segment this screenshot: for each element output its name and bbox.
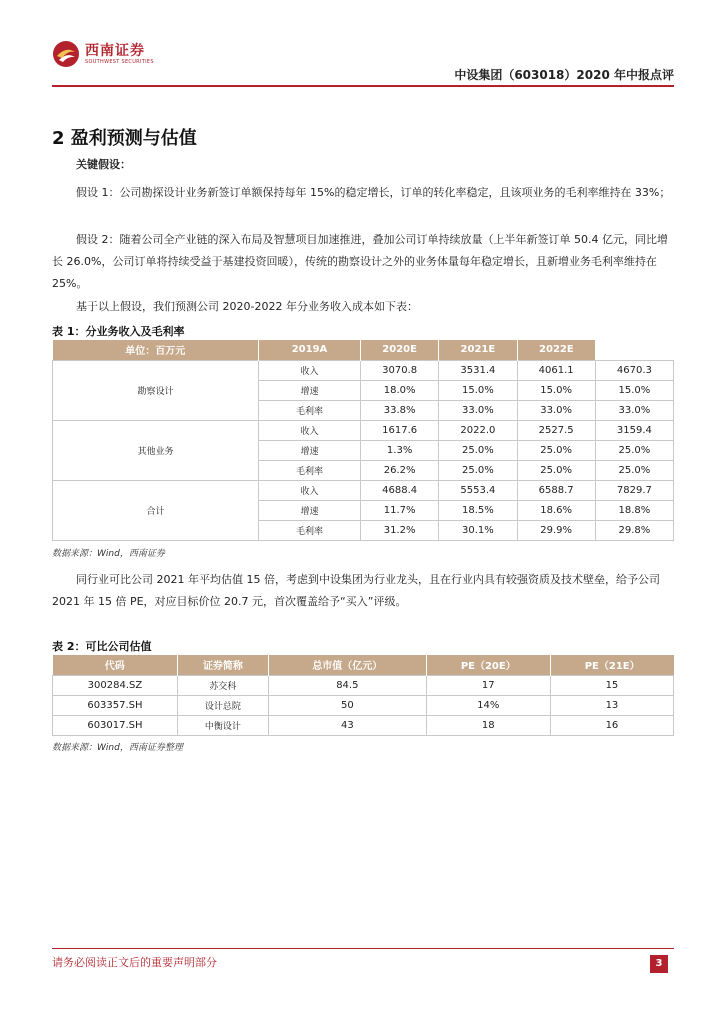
table-cell: 29.8% [595,520,673,540]
metric-name: 毛利率 [259,520,361,540]
table-cell: 设计总院 [177,695,268,715]
table-cell: 33.0% [517,400,595,420]
logo-emblem-icon [52,40,80,68]
table-cell: 25.0% [595,440,673,460]
table-cell: 15.0% [517,380,595,400]
segment-name: 勘察设计 [53,360,259,420]
header-divider [52,85,674,87]
table-cell: 6588.7 [517,480,595,500]
table-cell: 26.2% [361,460,439,480]
table-cell: 33.0% [439,400,517,420]
column-header: PE（21E） [550,655,673,675]
table-cell: 31.2% [361,520,439,540]
brand-logo [52,40,154,68]
table-cell: 3070.8 [361,360,439,380]
metric-name: 增速 [259,440,361,460]
table-cell: 17 [426,675,550,695]
column-header: PE（20E） [426,655,550,675]
table-cell: 11.7% [361,500,439,520]
table-cell: 5553.4 [439,480,517,500]
table-cell: 30.1% [439,520,517,540]
footer-divider [52,948,674,949]
forecast-intro: 基于以上假设，我们预测公司 2020-2022 年分业务收入成本如下表： [76,300,418,313]
table-cell: 18.8% [595,500,673,520]
metric-name: 收入 [259,420,361,440]
column-header: 2021E [439,340,517,360]
table-row [53,420,674,440]
table-cell: 603017.SH [53,715,178,735]
column-header: 单位：百万元 [53,340,259,360]
table-cell: 25.0% [517,460,595,480]
metric-name: 增速 [259,500,361,520]
segment-name: 其他业务 [53,420,259,480]
table-cell: 300284.SZ [53,675,178,695]
table-cell: 15 [550,675,673,695]
table-cell: 13 [550,695,673,715]
page-header [52,40,674,84]
column-header: 2022E [517,340,595,360]
metric-name: 收入 [259,360,361,380]
assumption-1: 假设 1：公司勘探设计业务新签订单额保持每年 15%的稳定增长，订单的转化率稳定，且该项业务的毛利率维持在 33%； [76,186,671,199]
page-number: 3 [650,955,668,973]
assumption-2: 假设 2：随着公司全产业链的深入布局及智慧项目加速推进，叠加公司订单持续放量（上半年新签订单 50.4 亿元，同比增长 26.0%，公司订单将持续受益于基建投资回暖），传统的勘察设计之外的业务体量每年稳定增长，且新增业务毛利率维持在 25%。 [52,233,668,290]
metric-name: 收入 [259,480,361,500]
column-header: 2019A [259,340,361,360]
table-cell: 25.0% [517,440,595,460]
revenue-margin-table [52,340,674,541]
logo-english-name: SOUTHWEST SECURITIES [85,58,154,65]
table-cell: 33.8% [361,400,439,420]
table-row [53,675,674,695]
table-cell: 4061.1 [517,360,595,380]
table-cell: 4688.4 [361,480,439,500]
column-header: 2020E [361,340,439,360]
table-cell: 16 [550,715,673,735]
table-cell: 3159.4 [595,420,673,440]
valuation-paragraph: 同行业可比公司 2021 年平均估值 15 倍，考虑到中设集团为行业龙头，且在行业内具有较强资质及技术壁垒，给予公司 2021 年 15 倍 PE，对应目标价位 20.7 元，首次覆盖给予“买入”评级。 [52,573,660,608]
logo-chinese-name: 西南证券 [85,42,145,59]
table-cell: 15.0% [439,380,517,400]
table-cell: 29.9% [517,520,595,540]
table1-title: 表 1：分业务收入及毛利率 [52,325,185,338]
metric-name: 毛利率 [259,460,361,480]
footer-disclaimer: 请务必阅读正文后的重要声明部分 [52,956,217,969]
table-cell: 18.0% [361,380,439,400]
comparable-valuation-table [52,655,674,736]
table-cell: 603357.SH [53,695,178,715]
table-cell: 1.3% [361,440,439,460]
column-header: 代码 [53,655,178,675]
column-header: 总市值（亿元） [268,655,426,675]
table-cell: 中衡设计 [177,715,268,735]
table-header-row [53,340,674,360]
table2-source: 数据来源：Wind，西南证券整理 [52,743,183,753]
table-cell: 25.0% [595,460,673,480]
table-cell: 14% [426,695,550,715]
document-title: 中设集团（603018）2020 年中报点评 [454,68,674,82]
column-header: 证券简称 [177,655,268,675]
table-row [53,695,674,715]
table-cell: 33.0% [595,400,673,420]
table-cell: 25.0% [439,460,517,480]
table-cell: 3531.4 [439,360,517,380]
key-assumptions-label: 关键假设： [76,158,131,171]
table-row [53,360,674,380]
segment-name: 合计 [53,480,259,540]
table-cell: 43 [268,715,426,735]
table-row [53,715,674,735]
metric-name: 毛利率 [259,400,361,420]
table-cell: 苏交科 [177,675,268,695]
table-cell: 2527.5 [517,420,595,440]
metric-name: 增速 [259,380,361,400]
table1-source: 数据来源：Wind，西南证券 [52,549,165,559]
table-cell: 18 [426,715,550,735]
table-cell: 1617.6 [361,420,439,440]
table-cell: 50 [268,695,426,715]
table-cell: 15.0% [595,380,673,400]
table-cell: 7829.7 [595,480,673,500]
table-cell: 18.5% [439,500,517,520]
table-cell: 84.5 [268,675,426,695]
table-cell: 2022.0 [439,420,517,440]
table-header-row [53,655,674,675]
table-cell: 25.0% [439,440,517,460]
section-title: 2 盈利预测与估值 [52,128,197,149]
table-cell: 18.6% [517,500,595,520]
table2-title: 表 2：可比公司估值 [52,640,152,653]
table-cell: 4670.3 [595,360,673,380]
table-row [53,480,674,500]
